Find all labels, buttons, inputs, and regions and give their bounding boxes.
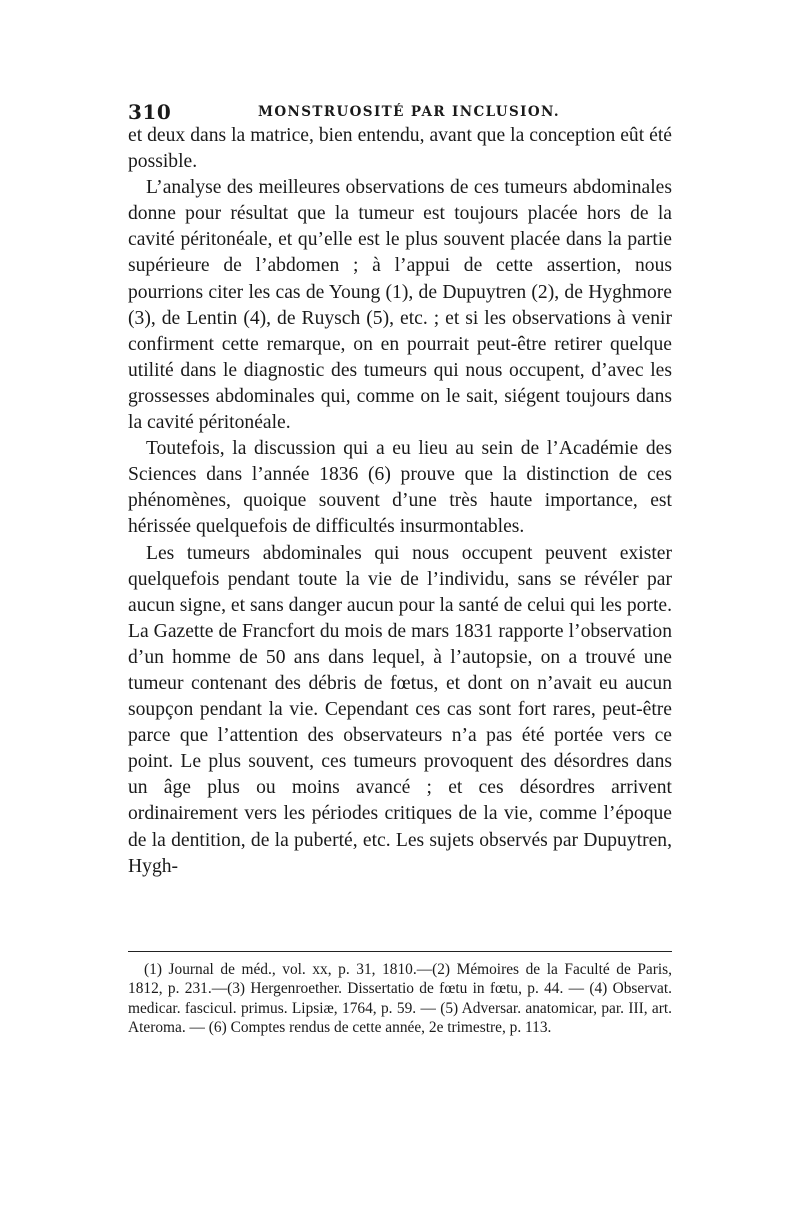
footnote-text: (1) Journal de méd., vol. xx, p. 31, 1810.—(2) Mémoires de la Faculté de Paris, 1812, p. 231.—(3) Hergenroether. Dissertatio de fœtu in fœtu, p. 44. — (4) Observat. medicar. fascicul. primus. Lipsiæ, 1764, p. 59. — (5) Adversar. anatomicar, par. III, art. Ateroma. — (6) Comptes rendus de cette année, 2e trimestre, p. 113. [128, 961, 672, 1036]
page-header [128, 100, 672, 122]
paragraph-tumor-location: L’analyse des meilleures observations de ces tumeurs abdominales donne pour résultat que la tumeur est toujours placée hors de la cavité péritonéale, et qu’elle est le plus souvent placée dans la partie supérieure de l’abdomen ; à l’appui de cette assertion, nous pourrions citer les cas de Young (1), de Dupuytren (2), de Hyghmore (3), de Lentin (4), de Ruysch (5), etc. ; et si les observations à venir confirment cette remarque, on en pourrait peut-être retirer quelque utilité dans le diagnostic des tumeurs qui nous occupent, d’avec les grossesses abdominales qui, comme on le sait, siégent toujours dans la cavité péritonéale. [128, 177, 672, 434]
footnote-divider [128, 951, 672, 952]
paragraph-tumor-symptoms: Les tumeurs abdominales qui nous occupent peuvent exister quelquefois pendant toute la vie de l’individu, sans se révéler par aucun signe, et sans danger aucun pour la santé de celui qui les porte. La Gazette de Francfort du mois de mars 1831 rapporte l’observation d’un homme de 50 ans dans lequel, à l’autopsie, on a trouvé une tumeur contenant des débris de fœtus, et dont on n’avait eu aucun soupçon pendant la vie. Cependant ces cas sont fort rares, peut-être parce que l’attention des observateurs n’a pas été portée vers ce point. Le plus souvent, ces tumeurs provoquent des désordres dans un âge plus ou moins avancé ; et ces désordres arrivent ordinairement vers les périodes critiques de la vie, comme l’époque de la dentition, de la puberté, etc. Les sujets observés par Dupuytren, Hygh- [128, 542, 672, 877]
running-title: MONSTRUOSITÉ PAR INCLUSION. [258, 104, 560, 120]
page-number: 310 [128, 100, 172, 124]
paragraph-continuation: et deux dans la matrice, bien entendu, avant que la conception eût été possible. [128, 125, 672, 173]
footnotes [128, 960, 672, 1037]
paragraph-academy-discussion: Toutefois, la discussion qui a eu lieu au sein de l’Académie des Sciences dans l’année 1836 (6) prouve que la distinction de ces phénomènes, quoique souvent d’une très haute importance, est hérissée quelquefois de difficultés insurmontables. [128, 438, 672, 538]
body-text [128, 123, 672, 880]
